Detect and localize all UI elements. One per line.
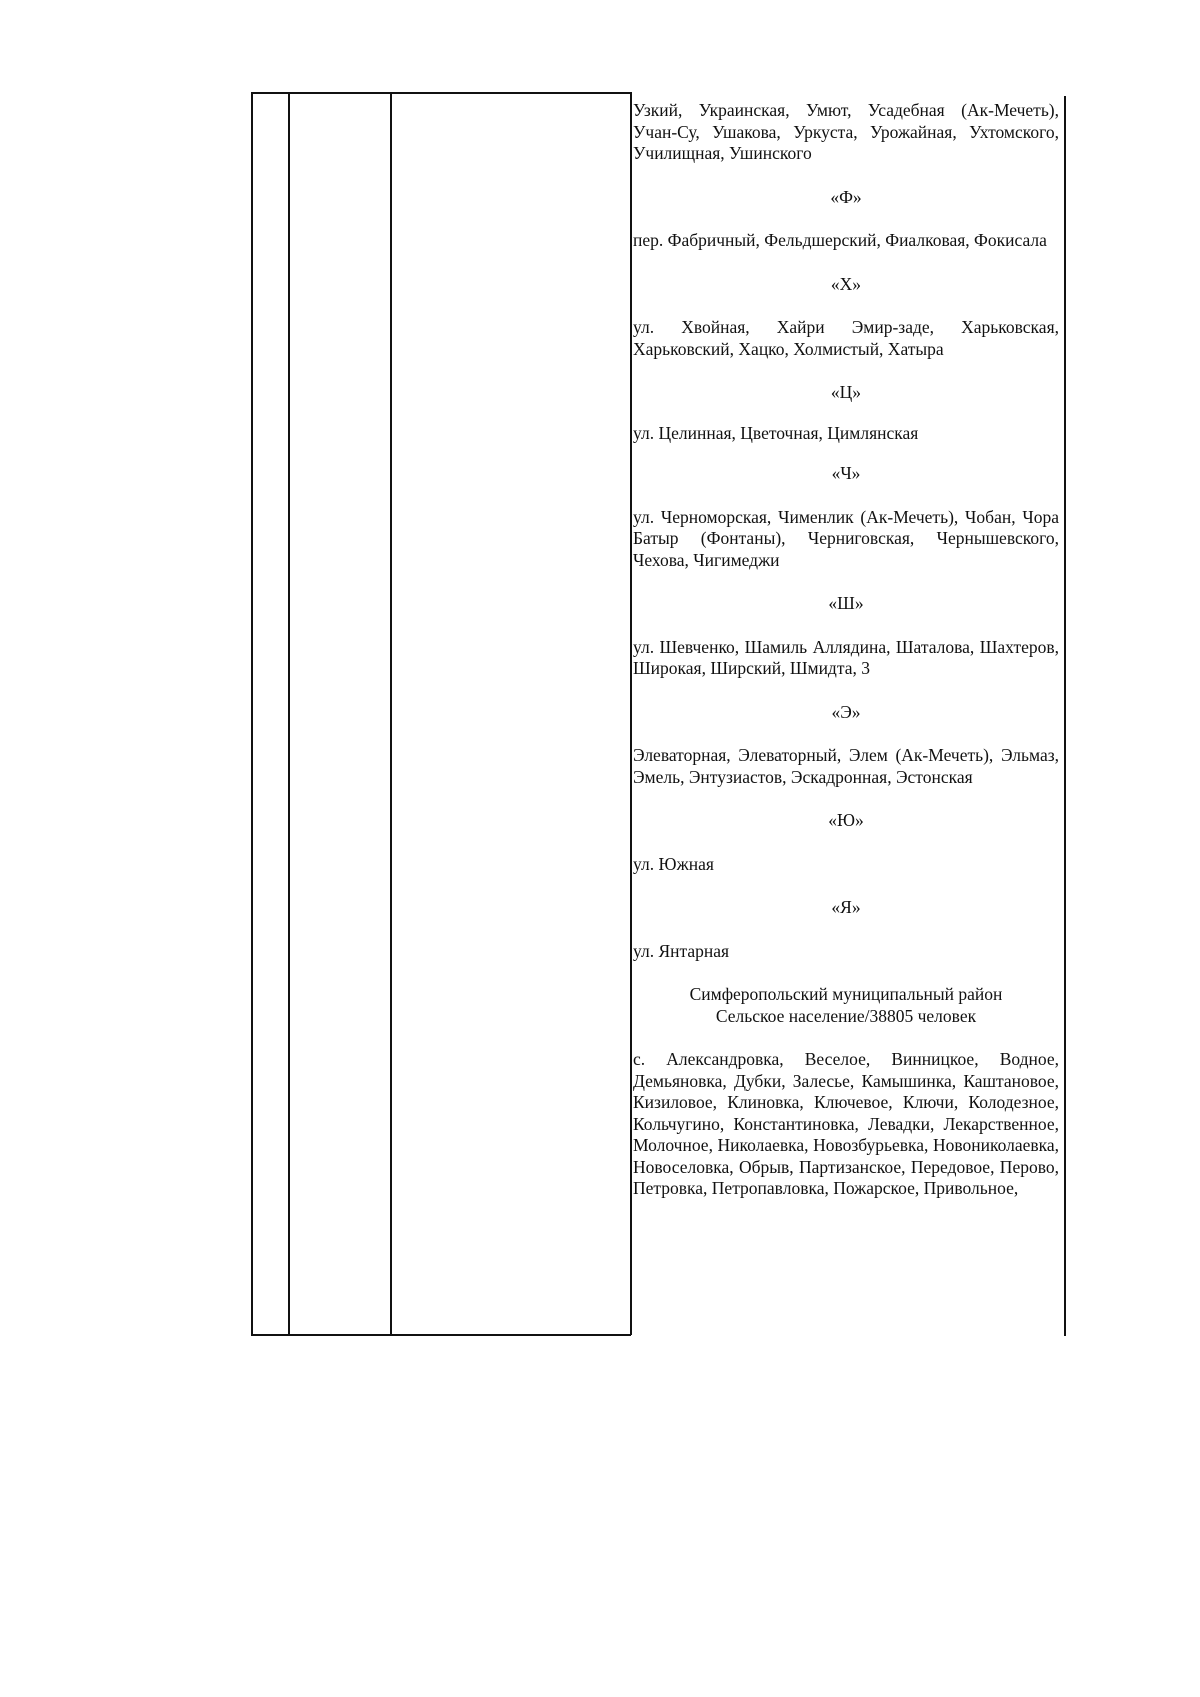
table-border-bottom [251, 1334, 631, 1336]
streets-list-column [633, 100, 1059, 1200]
letter-heading-sh: «Ш» [828, 593, 864, 613]
street-list-ch: ул. Черноморская, Чименлик (Ак-Мечеть), Чобан, Чора Батыр (Фонтаны), Черниговская, Чернышевского, Чехова, Чигимеджи [633, 506, 1059, 570]
district-population: Сельское население/38805 человек [715, 1005, 977, 1026]
street-list-f: пер. Фабричный, Фельдшерский, Фиалковая, Фокисала [633, 230, 1047, 250]
street-list-ts: ул. Целинная, Цветочная, Цимлянская [633, 422, 919, 443]
letter-heading-e: «Э» [831, 701, 861, 722]
letter-heading-f: «Ф» [830, 186, 862, 207]
district-title: Симферопольский муниципальный район [689, 984, 1003, 1004]
letter-heading-ya: «Я» [831, 897, 861, 917]
letter-heading-ts: «Ц» [830, 382, 862, 402]
table-column-divider-2 [390, 92, 392, 1335]
street-list-u: Узкий, Украинская, Умют, Усадебная (Ак-Мечеть), Учан-Су, Ушакова, Уркуста, Урожайная, Ухтомского, Училищная, Ушинского [633, 100, 1059, 163]
letter-heading-ch: «Ч» [831, 463, 861, 483]
street-list-yu: ул. Южная [633, 853, 714, 874]
table-column-divider-1 [288, 92, 290, 1335]
street-list-e: Элеваторная, Элеваторный, Элем (Ак-Мечеть), Эльмаз, Эмель, Энтузиастов, Эскадронная, Эстонская [633, 745, 1059, 787]
table-border-left [251, 92, 253, 1335]
table-border-right [1064, 96, 1066, 1336]
table-column-divider-3 [630, 92, 632, 1335]
street-list-sh: ул. Шевченко, Шамиль Аллядина, Шаталова, Шахтеров, Широкая, Ширский, Шмидта, 3 [633, 636, 1059, 678]
letter-heading-kh: «Х» [830, 273, 862, 294]
street-list-kh: ул. Хвойная, Хайри Эмир-заде, Харьковская, Харьковский, Хацко, Холмистый, Хатыра [633, 317, 1059, 359]
letter-heading-yu: «Ю» [828, 810, 864, 830]
table-border-top [251, 92, 631, 94]
village-list: с. Александровка, Веселое, Винницкое, Водное, Демьяновка, Дубки, Залесье, Камышинка, Каштановое, Кизиловое, Клиновка, Ключевое, Ключи, Колодезное, Кольчугино, Константиновка, Левадки, Лекарственное, Молочное, Николаевка, Новозбурьевка, Новониколаевка, Новоселовка, Обрыв, Партизанское, Передовое, Перово, Петровка, Петропавловка, Пожарское, Привольное, [633, 1049, 1059, 1198]
street-list-ya: ул. Янтарная [633, 940, 730, 961]
